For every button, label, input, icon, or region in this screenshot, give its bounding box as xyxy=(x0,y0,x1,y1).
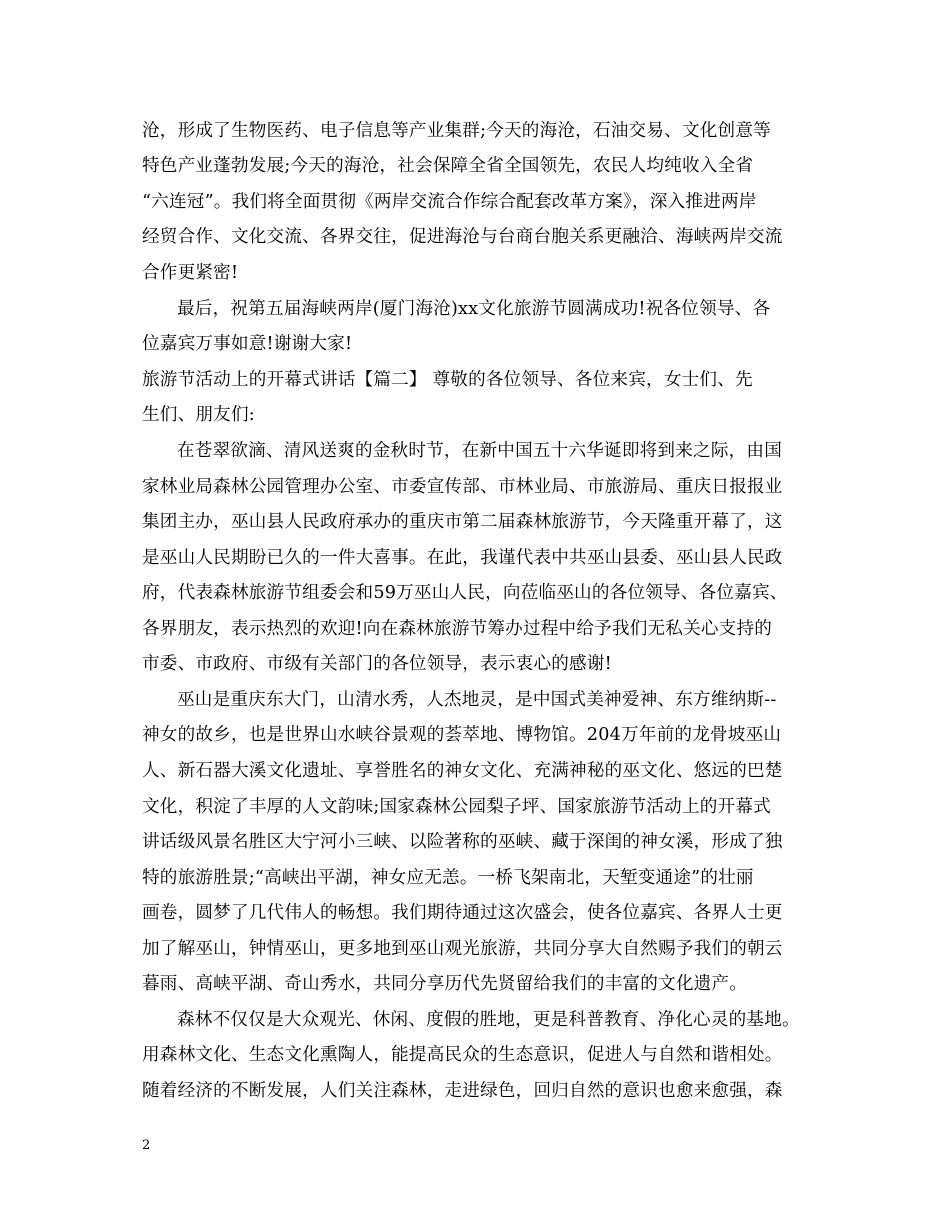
text-line: 府，代表森林旅游节组委会和59万巫山人民，向莅临巫山的各位领导、各位嘉宾、 xyxy=(142,583,788,603)
text-line: 沧，形成了生物医药、电子信息等产业集群;今天的海沧，石油交易、文化创意等 xyxy=(142,121,771,141)
text-line: 市委、市政府、市级有关部门的各位领导，表示衷心的感谢! xyxy=(142,654,612,674)
text-line: 在苍翠欲滴、清风送爽的金秋时节，在新中国五十六华诞即将到来之际，由国 xyxy=(177,441,782,461)
text-line: 画卷，圆梦了几代伟人的畅想。我们期待通过这次盛会，使各位嘉宾、各界人士更 xyxy=(142,903,783,923)
text-line: 最后，祝第五届海峡两岸(厦门海沧)xx文化旅游节圆满成功!祝各位领导、各 xyxy=(177,299,771,319)
section-heading-line: 旅游节活动上的开幕式讲话【篇二】 尊敬的各位领导、各位来宾，女士们、先 xyxy=(142,370,753,390)
text-line: 特色产业蓬勃发展;今天的海沧，社会保障全省全国领先，农民人均纯收入全省 xyxy=(142,156,754,176)
text-line: 合作更紧密! xyxy=(142,263,239,283)
text-line: 各界朋友，表示热烈的欢迎!向在森林旅游节筹办过程中给予我们无私关心支持的 xyxy=(142,619,773,639)
text-line: 是巫山人民期盼已久的一件大喜事。在此，我谨代表中共巫山县委、巫山县人民政 xyxy=(142,548,783,568)
text-line: 家林业局森林公园管理办公室、市委宣传部、市林业局、市旅游局、重庆日报报业 xyxy=(142,477,783,497)
text-line: 特的旅游胜景;“高峡出平湖，神女应无恙。一桥飞架南北，天堑变通途”的壮丽 xyxy=(142,868,754,888)
text-line: 神女的故乡，也是世界山水峡谷景观的荟萃地、博物馆。204万年前的龙骨坡巫山 xyxy=(142,725,782,745)
text-line: 用森林文化、生态文化熏陶人，能提高民众的生态意识，促进人与自然和谐相处。 xyxy=(142,1045,783,1065)
text-line: 暮雨、高峡平湖、奇山秀水，共同分享历代先贤留给我们的丰富的文化遗产。 xyxy=(142,974,747,994)
page-number: 2 xyxy=(142,1138,151,1153)
text-line: 生们、朋友们: xyxy=(142,405,255,425)
text-line: 森林不仅仅是大众观光、休闲、度假的胜地，更是科普教育、净化心灵的基地。 xyxy=(177,1010,800,1030)
text-line: 经贸合作、文化交流、各界交往，促进海沧与台商台胞关系更融洽、海峡两岸交流 xyxy=(142,227,783,247)
text-line: 人、新石器大溪文化遗址、享誉胜名的神女文化、充满神秘的巫文化、悠远的巴楚 xyxy=(142,761,783,781)
text-line: 巫山是重庆东大门，山清水秀，人杰地灵，是中国式美神爱神、东方维纳斯-- xyxy=(177,690,777,710)
text-line: 讲话级风景名胜区大宁河小三峡、以险著称的巫峡、藏于深闺的神女溪，形成了独 xyxy=(142,832,783,852)
text-line: 随着经济的不断发展，人们关注森林，走进绿色，回归自然的意识也愈来愈强，森 xyxy=(142,1081,783,1101)
text-line: 加了解巫山，钟情巫山，更多地到巫山观光旅游，共同分享大自然赐予我们的朝云 xyxy=(142,939,783,959)
text-line: 集团主办，巫山县人民政府承办的重庆市第二届森林旅游节，今天隆重开幕了，这 xyxy=(142,512,783,532)
text-line: 位嘉宾万事如意!谢谢大家! xyxy=(142,334,353,354)
text-line: 文化，积淀了丰厚的人文韵味;国家森林公园梨子坪、国家旅游节活动上的开幕式 xyxy=(142,797,771,817)
text-line: “六连冠”。我们将全面贯彻《两岸交流合作综合配套改革方案》，深入推进两岸 xyxy=(142,192,757,212)
